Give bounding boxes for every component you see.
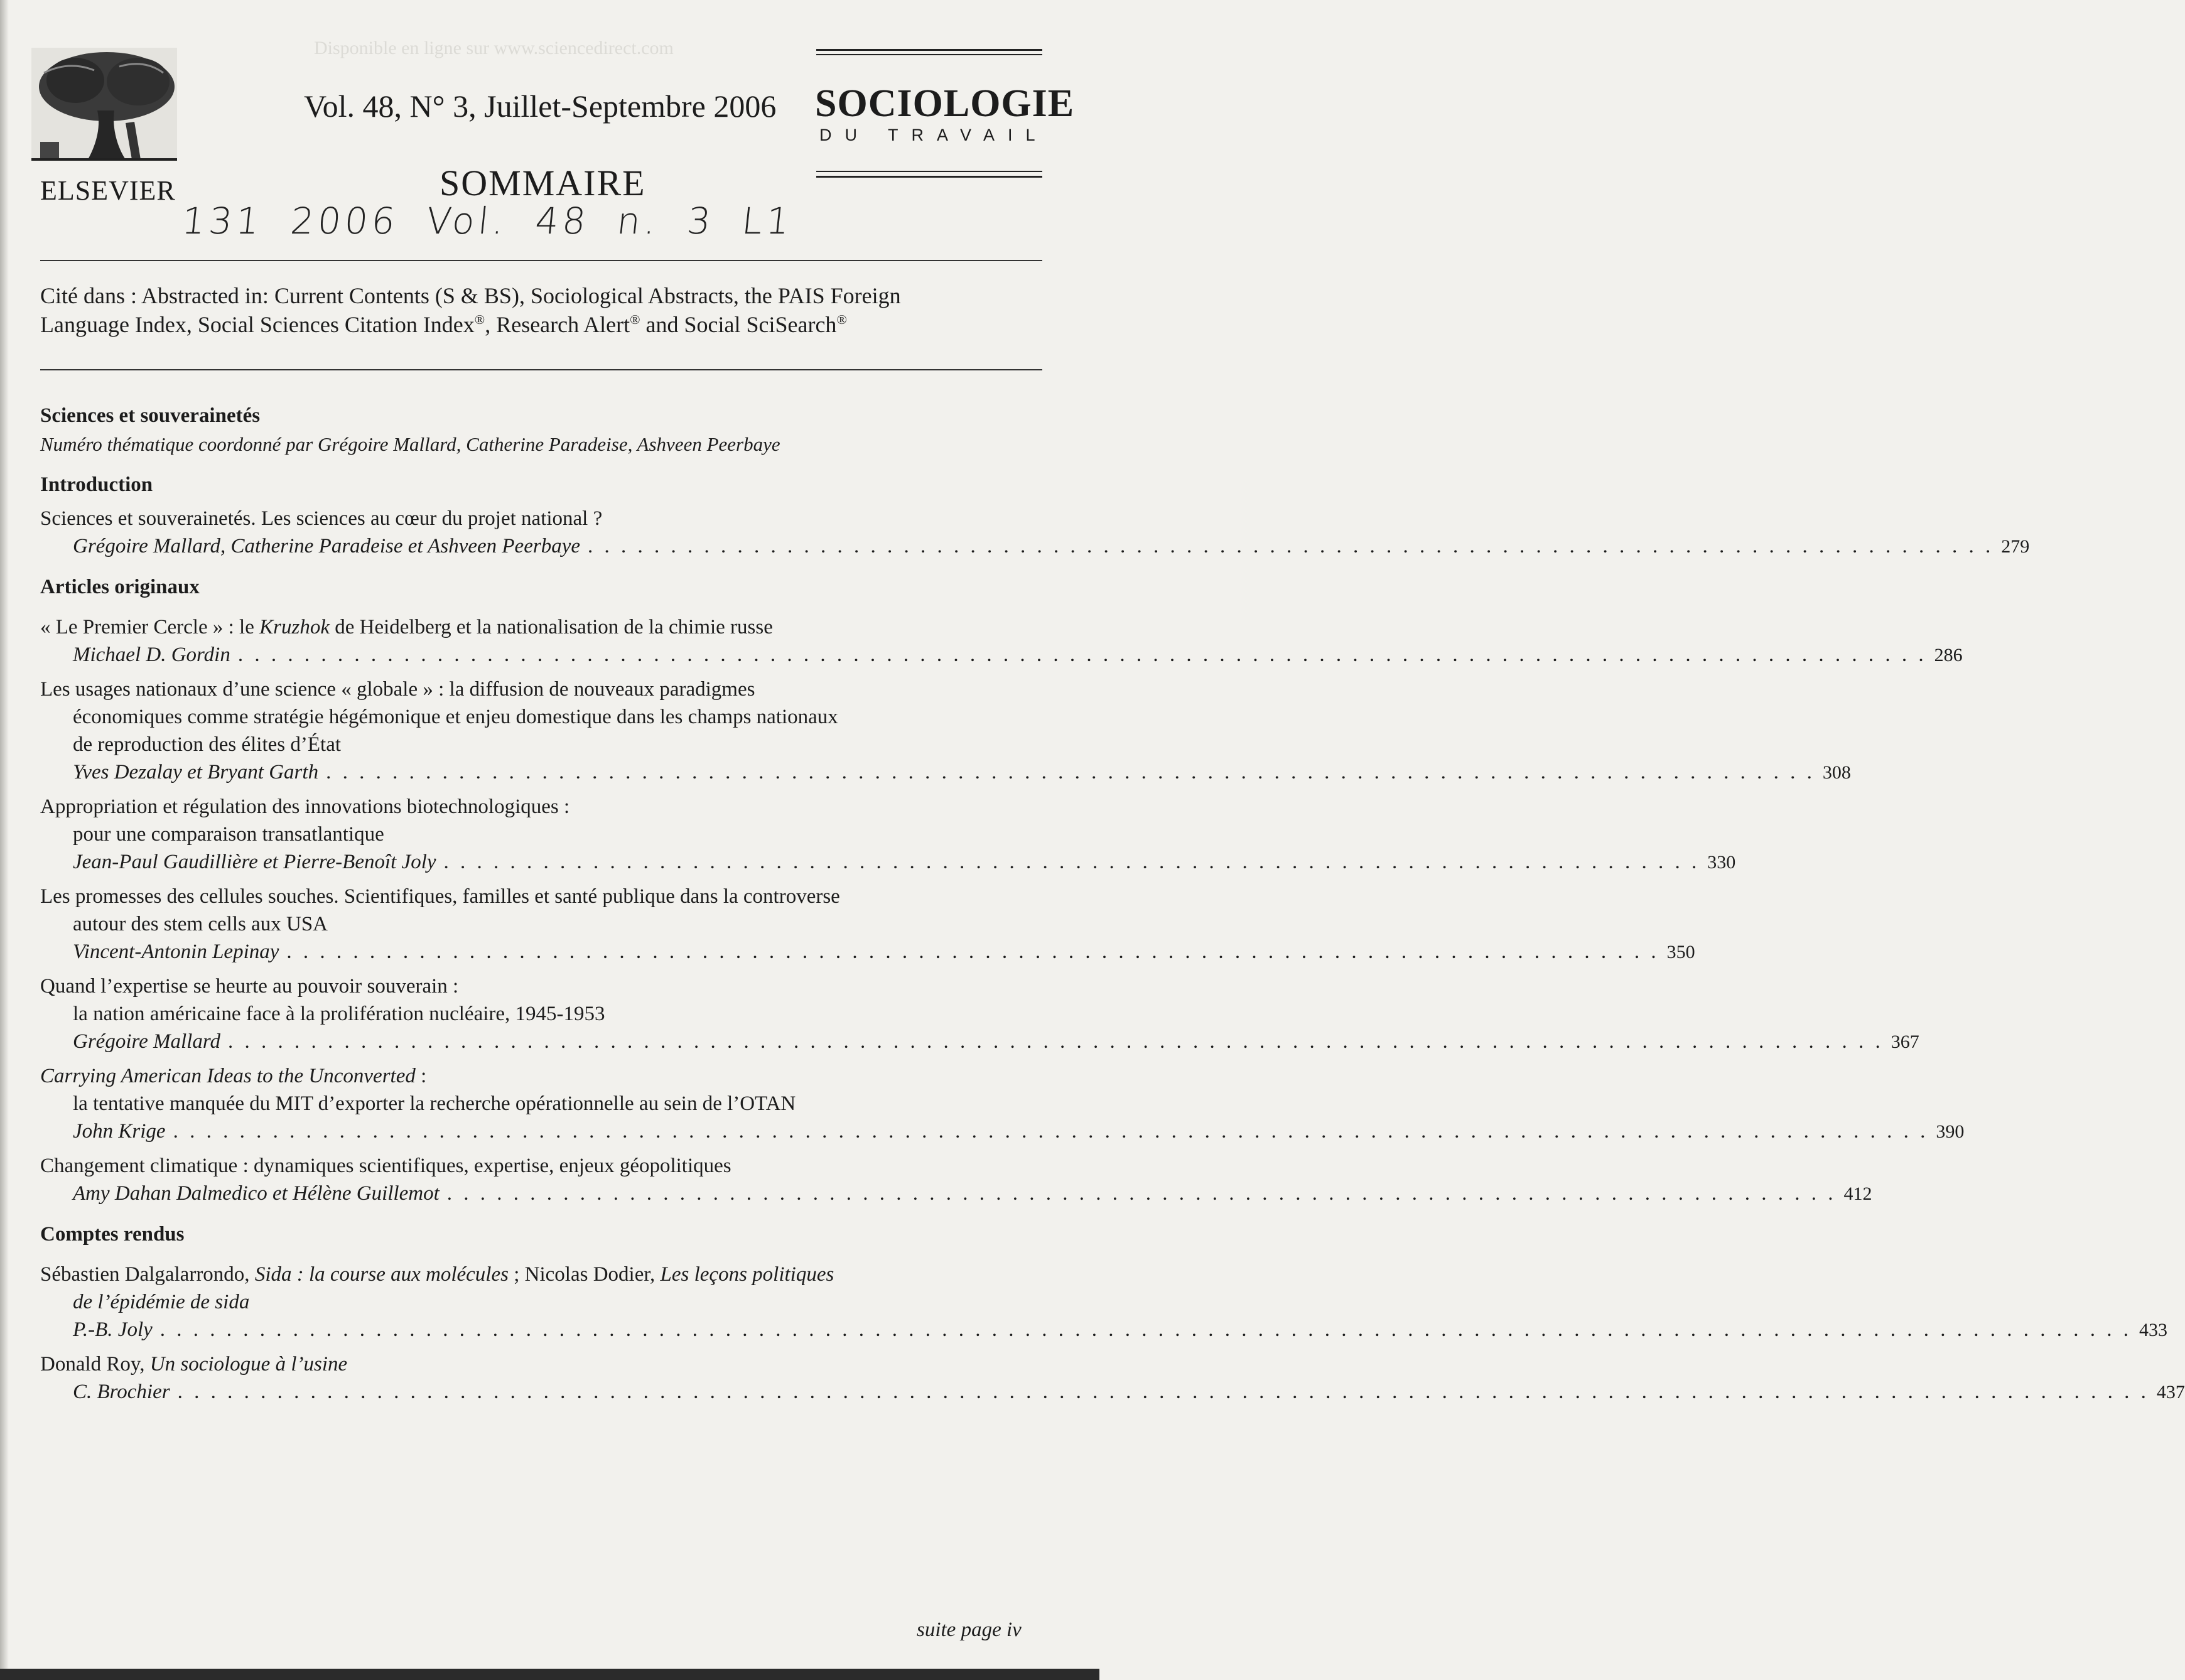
elsevier-tree-logo: [31, 48, 177, 180]
handwritten-shelfmark: 131 2006 Vol. 48 n. 3 L1: [180, 200, 796, 242]
articles-heading: Articles originaux: [40, 576, 200, 598]
entry-byline: [40, 641, 1963, 669]
article-entry: [40, 883, 1695, 966]
abstracting-services: [40, 281, 1045, 339]
leader-dots: . . . . . . . . . . . . . . . . . . . . . . . . . . . . . . . . . . . . . . . . . . . . . . . . . . . . . . . . . . . . . . . . . . . . . . . . . . . . . . . . . . . . . . . . . . . . . . . . . . . . . . . . . . . . . . . . . . . . . . .: [159, 1318, 2132, 1341]
entry-page: 286: [1934, 645, 1963, 665]
entry-title-cont: la nation américaine face à la prolifération nucléaire, 1945-1953: [73, 1003, 605, 1025]
review-title: Sébastien Dalgalarrondo, Sida : la course aux molécules ; Nicolas Dodier, Les leçons politiques: [40, 1263, 834, 1286]
table-of-contents: [40, 402, 2185, 1406]
entry-title-cont: la tentative manquée du MIT d’exporter la recherche opérationnelle au sein de l’OTAN: [73, 1092, 796, 1115]
entry-page: 308: [1822, 762, 1851, 783]
entry-authors: Jean-Paul Gaudillière et Pierre-Benoît Joly: [73, 851, 436, 873]
header-divider: [40, 260, 1042, 261]
registered-mark: ®: [630, 312, 640, 327]
publisher-name: ELSEVIER: [40, 175, 176, 206]
leader-dots: . . . . . . . . . . . . . . . . . . . . . . . . . . . . . . . . . . . . . . . . . . . . . . . . . . . . . . . . . . . . . . . . . . . . . . . . . . . . . . . . . . . . .: [587, 535, 1994, 557]
review-title: Donald Roy, Un sociologue à l’usine: [40, 1353, 348, 1376]
entry-authors: Michael D. Gordin: [73, 643, 230, 666]
article-entry: [40, 793, 1736, 876]
entry-authors: Grégoire Mallard: [73, 1030, 220, 1053]
entry-title-cont: pour une comparaison transatlantique: [73, 823, 384, 846]
entry-byline: [40, 938, 1695, 966]
citation-line-1: Cité dans : Abstracted in: Current Contents (S & BS), Sociological Abstracts, the PAIS Foreign: [40, 283, 901, 308]
leader-dots: . . . . . . . . . . . . . . . . . . . . . . . . . . . . . . . . . . . . . . . . . . . . . . . . . . . . . . . . . . . . . . . . . . . . . . . . . . . . . . . . . . .: [286, 940, 1659, 963]
entry-byline: [40, 532, 2030, 561]
citation-divider: [40, 369, 1042, 370]
volume-issue-line: Vol. 48, N° 3, Juillet-Septembre 2006: [304, 89, 777, 124]
entry-authors: Amy Dahan Dalmedico et Hélène Guillemot: [73, 1182, 440, 1205]
leader-dots: . . . . . . . . . . . . . . . . . . . . . . . . . . . . . . . . . . . . . . . . . . . . . . . . . . . . . . . . . . . . . . . . . . . . . . . . . . . . . . . . . . . . . . . . . . . . . . . . . . . . . . . . . .: [173, 1120, 1929, 1143]
bleed-through-text: Disponible en ligne sur www.sciencedirect.com: [314, 38, 674, 58]
leader-dots: . . . . . . . . . . . . . . . . . . . . . . . . . . . . . . . . . . . . . . . . . . . . . . . . . . . . . . . . . . . . . . . . . . . . . . . . . . . .: [443, 851, 1700, 873]
reviewer: P.-B. Joly: [73, 1318, 153, 1341]
leader-dots: . . . . . . . . . . . . . . . . . . . . . . . . . . . . . . . . . . . . . . . . . . . . . . . . . . . . . . . . . . . . . . . . . . . . . . . . . . . . . . . . . . . . . . . . . . . . . . . . . . . . . . . . . . . . . . . . . . . . . . .: [177, 1381, 2149, 1403]
entry-page: 412: [1843, 1183, 1872, 1204]
scan-bottom-edge: [0, 1669, 1099, 1680]
journal-rule-bottom-inner: [816, 171, 1042, 172]
review-page: 437: [2156, 1382, 2185, 1403]
entry-title-cont: de reproduction des élites d’État: [73, 733, 342, 756]
entry-page: 350: [1666, 942, 1695, 962]
journal-title: SOCIOLOGIE: [815, 82, 1075, 125]
citation-line-2: Language Index, Social Sciences Citation Index®, Research Alert® and Social SciSearch®: [40, 312, 847, 337]
leader-dots: . . . . . . . . . . . . . . . . . . . . . . . . . . . . . . . . . . . . . . . . . . . . . . . . . . . . . . . . . . . . . . . . . . . . . . . . . . . . . . . . . . . .: [446, 1182, 1837, 1205]
review-byline: [40, 1378, 2185, 1406]
entry-title: Changement climatique : dynamiques scientifiques, expertise, enjeux géopolitiques: [40, 1155, 731, 1177]
reviewer: C. Brochier: [73, 1381, 170, 1403]
entry-title: Quand l’expertise se heurte au pouvoir souverain :: [40, 975, 459, 998]
review-entry: [40, 1261, 2168, 1344]
review-entry: [40, 1350, 2185, 1406]
leader-dots: . . . . . . . . . . . . . . . . . . . . . . . . . . . . . . . . . . . . . . . . . . . . . . . . . . . . . . . . . . . . . . . . . . . . . . . . . . . . . . . . . . . . . . . . . . . . . . . . . . . .: [227, 1030, 1884, 1053]
entry-title: Appropriation et régulation des innovations biotechnologiques :: [40, 795, 570, 818]
entry-byline: [40, 1180, 1872, 1208]
journal-rule-bottom: [816, 176, 1042, 178]
review-page: 433: [2139, 1320, 2168, 1340]
thematic-coordinators: Numéro thématique coordonné par Grégoire Mallard, Catherine Paradeise, Ashveen Peerbaye: [40, 433, 780, 455]
review-byline: [40, 1316, 2168, 1344]
reviews-heading: Comptes rendus: [40, 1223, 185, 1246]
entry-title: Sciences et souverainetés. Les sciences au cœur du projet national ?: [40, 507, 603, 530]
journal-rule-top-inner: [816, 54, 1042, 55]
entry-title-cont: économiques comme stratégie hégémonique et enjeu domestique dans les champs nationaux: [73, 706, 838, 728]
entry-page: 390: [1936, 1121, 1965, 1142]
entry-authors: John Krige: [73, 1120, 166, 1143]
entry-byline: [40, 1028, 1919, 1056]
journal-rule-top: [816, 49, 1042, 51]
article-entry: [40, 613, 1963, 669]
entry-authors: Vincent-Antonin Lepinay: [73, 940, 279, 963]
article-entry: [40, 972, 1919, 1056]
review-title-cont: de l’épidémie de sida: [73, 1291, 250, 1313]
entry-title: Carrying American Ideas to the Unconverted :: [40, 1065, 427, 1087]
entry-page: 279: [2001, 536, 2030, 557]
entry-page: 330: [1707, 852, 1736, 873]
entry-authors: Yves Dezalay et Bryant Garth: [73, 761, 319, 783]
entry-byline: [40, 848, 1736, 876]
page-title: SOMMAIRE: [440, 163, 646, 203]
entry-authors: Grégoire Mallard, Catherine Paradeise et Ashveen Peerbaye: [73, 535, 580, 557]
page-edge-shadow: [0, 0, 9, 1680]
leader-dots: . . . . . . . . . . . . . . . . . . . . . . . . . . . . . . . . . . . . . . . . . . . . . . . . . . . . . . . . . . . . . . . . . . . . . . . . . . . . . . . . . . . . . . . . . .: [326, 761, 1815, 783]
entry-page: 367: [1891, 1031, 1919, 1052]
entry-title: « Le Premier Cercle » : le Kruzhok de Heidelberg et la nationalisation de la chimie russe: [40, 616, 773, 638]
continued-note: suite page iv: [917, 1618, 1022, 1641]
registered-mark: ®: [836, 312, 847, 327]
introduction-heading: Introduction: [40, 473, 153, 496]
article-entry: [40, 676, 1851, 787]
article-entry: [40, 1062, 1965, 1146]
entry-byline: [40, 758, 1851, 787]
entry-title: Les usages nationaux d’une science « globale » : la diffusion de nouveaux paradigmes: [40, 678, 755, 701]
leader-dots: . . . . . . . . . . . . . . . . . . . . . . . . . . . . . . . . . . . . . . . . . . . . . . . . . . . . . . . . . . . . . . . . . . . . . . . . . . . . . . . . . . . . . . . . . . . . . . . . . . . . . .: [237, 643, 1927, 666]
entry-title-cont: autour des stem cells aux USA: [73, 913, 328, 935]
entry-title: Les promesses des cellules souches. Scientifiques, familles et santé publique dans la controverse: [40, 885, 840, 908]
article-entry: [40, 1152, 1872, 1208]
entry-byline: [40, 1117, 1965, 1146]
registered-mark: ®: [474, 312, 485, 327]
tree-icon: [31, 48, 177, 161]
journal-subtitle: DU TRAVAIL: [819, 126, 1049, 144]
themes-heading: Sciences et souverainetés: [40, 404, 261, 427]
